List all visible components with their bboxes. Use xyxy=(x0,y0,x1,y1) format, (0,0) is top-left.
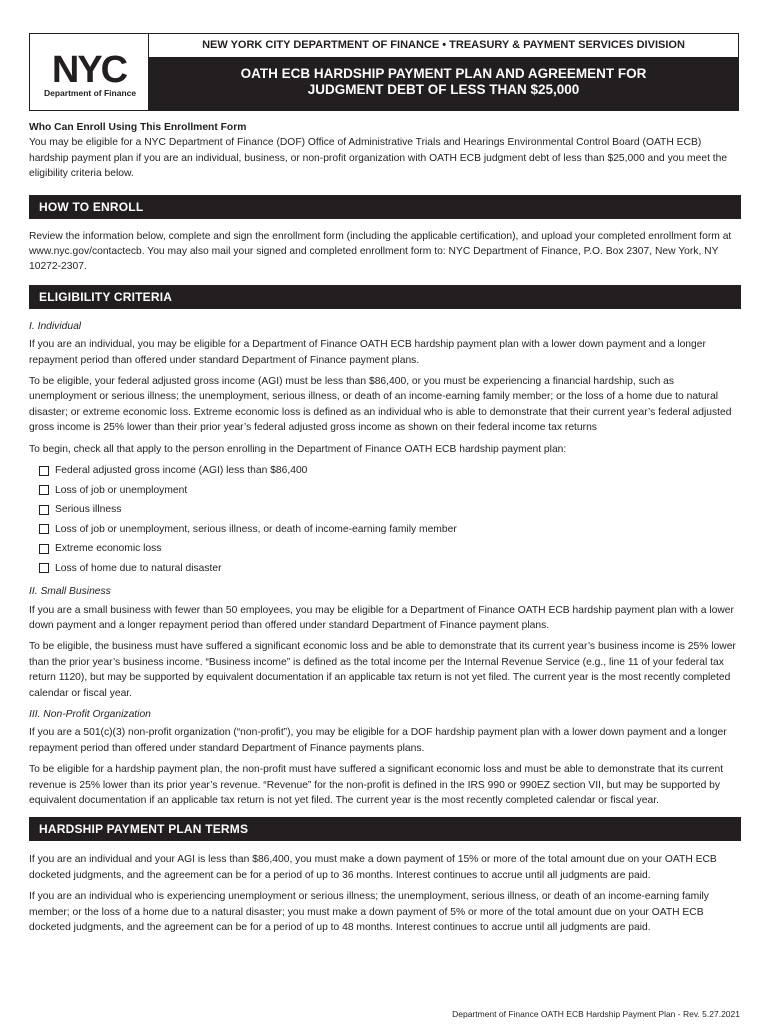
form-content xyxy=(29,120,741,935)
checklist-item[interactable] xyxy=(39,481,741,501)
checklist-label: Loss of job or unemployment xyxy=(55,484,188,496)
hardship-checklist xyxy=(29,461,741,578)
nyc-logo-letters: NYC xyxy=(51,49,127,89)
checklist-item[interactable] xyxy=(39,461,741,481)
checklist-label: Loss of job or unemployment, serious illness, or death of income-earning family member xyxy=(55,523,457,535)
intro-heading: Who Can Enroll Using This Enrollment Form xyxy=(29,122,247,133)
form-title xyxy=(149,58,738,110)
small-business-paragraph-2: To be eligible, the business must have suffered a significant economic loss and be able to demonstrate that its current year’s business income is 25% lower than the prior year’s business income. “Business income” is defined as the total income per the Internal Revenue Service (e.g., line 11 of your federal tax return 1120), but may be supported by equivalent documentation if an applicable tax return is not yet filed. The current year is the most recently completed calendar or fiscal year. xyxy=(29,641,736,699)
non-profit-paragraph-1: If you are a 501(c)(3) non-profit organization (“non-profit”), you may be eligible for a DOF hardship payment plan with a lower down payment and a longer repayment period than offered under standard Department of Finance payments plans. xyxy=(29,727,727,754)
checklist-item[interactable] xyxy=(39,520,741,540)
individual-paragraph-2: To be eligible, your federal adjusted gross income (AGI) must be less than $86,400, or you must be experiencing a financial hardship, such as unemployment or serious illness; the unemployment, serious illness, or death of an income-earning family member; or the loss of a home due to natural disaster; or extreme economic loss. Extreme economic loss is defined as an individual who is able to demonstrate that their current year’s federal adjusted gross income is 25% lower than their prior year’s federal adjusted gross income as shown on their federal income tax returns xyxy=(29,376,732,434)
terms-paragraph-2: If you are an individual who is experiencing unemployment or serious illness; the unemployment, serious illness, or death of an income-earning family member; or the loss of a home due to a natural disaster; you must make a down payment of 5% or more of the total amount due on your OATH ECB docketed judgments, and the agreement can be for a period of up to 48 months. Interest continues to accrue until all judgments are paid. xyxy=(29,891,709,933)
checkbox[interactable] xyxy=(39,563,49,573)
individual-heading: I. Individual xyxy=(29,320,82,332)
checkbox[interactable] xyxy=(39,544,49,554)
how-to-enroll-heading: HOW TO ENROLL xyxy=(29,195,741,219)
checklist-label: Loss of home due to natural disaster xyxy=(55,562,222,574)
non-profit-paragraph-2: To be eligible for a hardship payment plan, the non-profit must have suffered a significant economic loss and must be able to demonstrate that its current revenue is 25% lower than its prior year’s revenue. “Revenue” for the non-profit is defined in the IRS 990 or 990EZ section VII, but may be supported by equivalent documentation if an applicable tax return is not yet filed. The current year is the most recently completed calendar or fiscal year. xyxy=(29,764,724,806)
page-footer: Department of Finance OATH ECB Hardship Payment Plan - Rev. 5.27.2021 xyxy=(452,1009,740,1019)
eligibility-heading: ELIGIBILITY CRITERIA xyxy=(29,285,741,309)
checkbox[interactable] xyxy=(39,485,49,495)
individual-paragraph-3: To begin, check all that apply to the person enrolling in the Department of Finance OATH ECB hardship payment plan: xyxy=(29,443,567,455)
checkbox[interactable] xyxy=(39,466,49,476)
checklist-label: Extreme economic loss xyxy=(55,543,162,555)
how-to-enroll-body: Review the information below, complete and sign the enrollment form (including the applicable certification), and upload your completed enrollment form at www.nyc.gov/contactecb. You may also mail your signed and completed enrollment form to: NYC Department of Finance, P.O. Box 2307, New York, NY 10272-2307. xyxy=(29,230,732,273)
checklist-item[interactable] xyxy=(39,559,741,579)
checklist-item[interactable] xyxy=(39,500,741,520)
form-title-line-1: OATH ECB HARDSHIP PAYMENT PLAN AND AGREEMENT FOR xyxy=(240,66,647,81)
checkbox[interactable] xyxy=(39,505,49,515)
checklist-label: Federal adjusted gross income (AGI) less than $86,400 xyxy=(55,465,308,477)
checklist-item[interactable] xyxy=(39,539,741,559)
checkbox[interactable] xyxy=(39,524,49,534)
form-title-line-2: JUDGMENT DEBT OF LESS THAN $25,000 xyxy=(307,82,580,97)
form-header xyxy=(29,33,739,111)
individual-paragraph-1: If you are an individual, you may be eligible for a Department of Finance OATH ECB hardship payment plan with a lower down payment and a longer repayment period than offered under standard Department of Finance payment plans. xyxy=(29,339,706,366)
intro-body: You may be eligible for a NYC Department of Finance (DOF) Office of Administrative Trials and Hearings Environmental Control Board (OATH ECB) hardship payment plan if you are an individual, business, or non-profit organization with OATH ECB judgment debt of less than $25,000 and you meet the eligibility criteria below. xyxy=(29,137,728,180)
checklist-label: Serious illness xyxy=(55,504,122,516)
small-business-paragraph-1: If you are a small business with fewer than 50 employees, you may be eligible for a Department of Finance OATH ECB hardship payment plan with a lower down payment and a longer repayment period than offered under standard Department of Finance payment plans. xyxy=(29,604,734,631)
logo-subtitle: Department of Finance xyxy=(44,88,137,98)
terms-heading: HARDSHIP PAYMENT PLAN TERMS xyxy=(29,817,741,841)
division-line: NEW YORK CITY DEPARTMENT OF FINANCE • TREASURY & PAYMENT SERVICES DIVISION xyxy=(149,34,738,58)
nyc-logo-mark xyxy=(42,49,136,89)
non-profit-heading: III. Non-Profit Organization xyxy=(29,708,151,720)
small-business-heading: II. Small Business xyxy=(29,586,111,598)
terms-paragraph-1: If you are an individual and your AGI is less than $86,400, you must make a down payment of 15% or more of the total amount due on your OATH ECB docketed judgments, and the agreement can be for a period of up to 36 months. Interest continues to accrue until all judgments are paid. xyxy=(29,854,717,881)
nyc-logo xyxy=(30,34,149,110)
